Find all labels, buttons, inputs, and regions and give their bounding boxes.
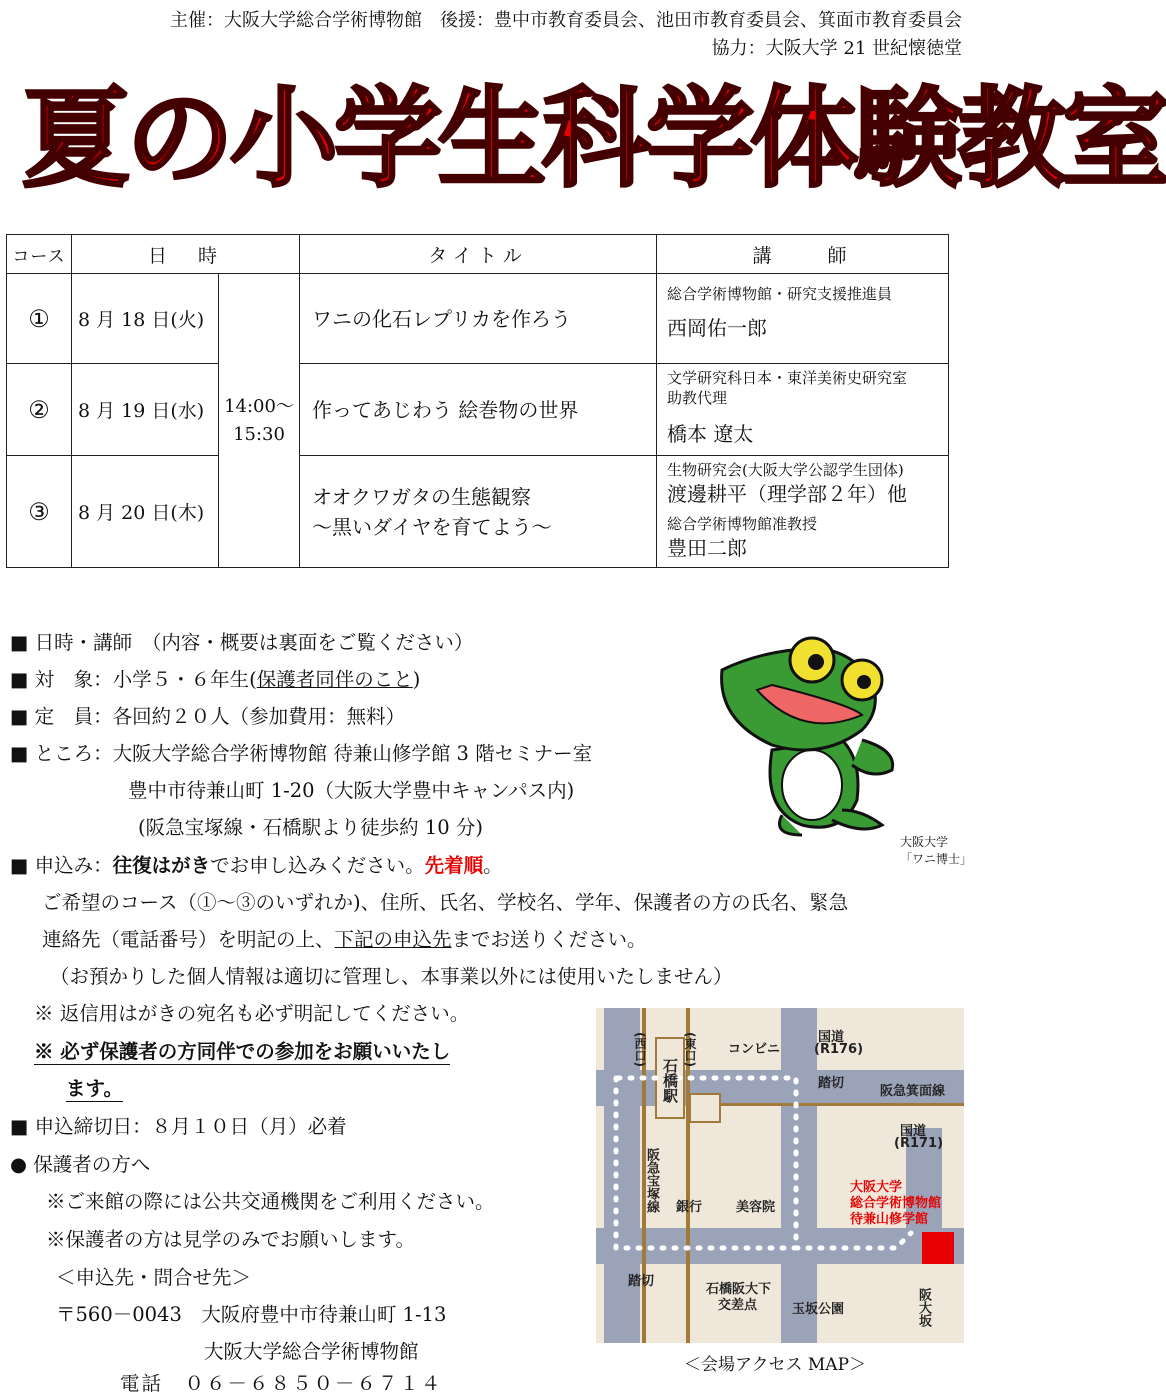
course-number: ①	[7, 274, 72, 364]
contact-phone: 電話 ０６－６８５０－６７１４	[120, 1372, 443, 1395]
info-datetime: ■ 日時・講師 （内容・概要は裏面をご覧ください）	[10, 631, 474, 654]
mascot-caption	[900, 833, 972, 867]
info-target-close: )	[412, 668, 421, 691]
info-apply-text: でお申し込みください。	[210, 854, 425, 877]
mascot-image	[712, 630, 912, 840]
info-detail-end: までお送りください。	[451, 928, 647, 951]
page-title: 夏の小学生科学体験教室	[22, 77, 1166, 202]
map-takarazuka-line: 阪急宝塚線	[644, 1148, 659, 1213]
map-intersection: 石橋阪大下	[706, 1282, 772, 1297]
info-guardians: ● 保護者の方へ	[10, 1153, 151, 1176]
info-privacy: （お預かりした個人情報は適切に管理し、本事業以外には使用いたしません）	[50, 965, 733, 988]
course-number: ②	[7, 364, 72, 456]
map-venue-1: 大阪大学	[850, 1180, 903, 1195]
contact-heading: ＜申込先・問合せ先＞	[56, 1266, 252, 1289]
info-detail-text: 連絡先（電話番号）を明記の上、	[42, 928, 335, 951]
info-target-note: 保護者同伴のこと	[256, 668, 413, 691]
info-apply	[10, 850, 503, 878]
map-west-exit: (西口)	[633, 1032, 647, 1067]
map-route176: 国道	[818, 1030, 845, 1045]
info-deadline: ■ 申込締切日：８月１０日（月）必着	[10, 1115, 347, 1138]
map-route176-code: (R176)	[814, 1042, 864, 1057]
info-note-guardian: ※ 必ず保護者の方同伴での参加をお願いいたし	[34, 1036, 450, 1065]
schedule-table	[6, 234, 949, 568]
course-title: 作ってあじわう 絵巻物の世界	[300, 364, 657, 456]
map-venue-2: 総合学術博物館	[850, 1196, 942, 1211]
instructor-affiliation: 総合学術博物館准教授	[667, 515, 818, 533]
course-number: ③	[7, 456, 72, 568]
instructor-affiliation: 文学研究科日本・東洋美術史研究室	[667, 369, 908, 387]
course-instructor	[657, 274, 949, 364]
mascot-caption-2: 「ワニ博士」	[900, 852, 973, 866]
map-route171-code: (R171)	[894, 1136, 944, 1151]
instructor-name: 豊田二郎	[667, 536, 747, 560]
col-instructor: 講 師	[657, 235, 949, 274]
table-row	[7, 364, 949, 456]
col-course: コース	[7, 235, 72, 274]
info-destination-ref: 下記の申込先	[334, 928, 452, 951]
table-header-row	[7, 235, 949, 274]
map-caption: ＜会場アクセス MAP＞	[684, 1355, 867, 1375]
info-transport: ※ご来館の際には公共交通機関をご利用ください。	[46, 1190, 495, 1213]
course-title: ワニの化石レプリカを作ろう	[300, 274, 657, 364]
info-apply-detail2	[42, 924, 647, 952]
map-convenience-store: コンビニ	[728, 1042, 781, 1057]
table-row	[7, 456, 949, 568]
course-date: 8 月 18 日(火)	[72, 274, 219, 364]
info-apply-detail: ご希望のコース（①～③のいずれか)、住所、氏名、学校名、学年、保護者の方の氏名、緊急	[42, 891, 849, 914]
course-time	[219, 274, 300, 568]
map-station: 石橋駅	[661, 1058, 679, 1103]
course-instructor	[657, 364, 949, 456]
instructor-position: 助教代理	[667, 389, 728, 407]
map-crossing-1: 踏切	[818, 1076, 845, 1091]
map-route171: 国道	[900, 1124, 927, 1139]
info-apply-label: ■ 申込み：	[10, 854, 113, 877]
info-note-guardian-cont: ます。	[66, 1073, 123, 1102]
map-minoo-line: 阪急箕面線	[880, 1084, 946, 1099]
info-place: ■ ところ：大阪大学総合学術博物館 待兼山修学館 3 階セミナー室	[10, 742, 593, 765]
col-title: タイトル	[300, 235, 657, 274]
cooperation-line: 協力：大阪大学 21 世紀懐徳堂	[711, 38, 962, 59]
info-target	[10, 664, 420, 692]
map-venue-3: 待兼山修学館	[850, 1212, 929, 1227]
info-note-return: ※ 返信用はがきの宛名も必ず明記してください。	[34, 1002, 470, 1025]
instructor-name: 橋本 遼太	[667, 422, 754, 446]
instructor-affiliation: 生物研究会(大阪大学公認学生団体)	[667, 461, 904, 479]
map-intersection-label: 交差点	[718, 1298, 758, 1313]
course-date: 8 月 20 日(木)	[72, 456, 219, 568]
map-bank: 銀行	[676, 1200, 703, 1215]
access-map	[596, 1008, 964, 1343]
crocodile-icon	[712, 630, 912, 840]
info-target-label: ■ 対 象：小学５・６年生(	[10, 668, 257, 691]
info-capacity: ■ 定 員：各回約２０人（参加費用：無料）	[10, 705, 406, 728]
contact-address: 〒560－0043 大阪府豊中市待兼山町 1-13	[56, 1303, 447, 1326]
organizer-line: 主催：大阪大学総合学術博物館 後援：豊中市教育委員会、池田市教育委員会、箕面市教育委員会	[170, 10, 962, 31]
time-start: 14:00～	[224, 395, 294, 417]
mascot-caption-1: 大阪大学	[900, 835, 949, 849]
contact-organization: 大阪大学総合学術博物館	[204, 1340, 419, 1363]
info-access: (阪急宝塚線・石橋駅より徒歩約 10 分)	[138, 816, 483, 839]
course-date: 8 月 19 日(水)	[72, 364, 219, 456]
table-row	[7, 274, 949, 364]
course-title-main: オオクワガタの生態観察	[312, 484, 531, 509]
info-apply-end: 。	[483, 854, 503, 877]
course-instructor	[657, 456, 949, 568]
map-beauty-salon: 美容院	[736, 1200, 776, 1215]
instructor-name: 西岡佑一郎	[667, 316, 767, 340]
instructor-affiliation: 総合学術博物館・研究支援推進員	[667, 285, 893, 303]
info-apply-method: 往復はがき	[112, 854, 211, 877]
info-first-come: 先着順	[424, 854, 484, 877]
info-address: 豊中市待兼山町 1-20（大阪大学豊中キャンパス内)	[128, 779, 575, 802]
map-park: 玉坂公園	[792, 1302, 845, 1317]
map-east-exit: (東口)	[683, 1032, 697, 1067]
time-end: 15:30	[233, 423, 285, 445]
info-observe: ※保護者の方は見学のみでお願いします。	[46, 1228, 415, 1251]
course-title	[300, 456, 657, 568]
col-datetime: 日 時	[72, 235, 300, 274]
map-crossing-2: 踏切	[628, 1274, 655, 1289]
map-handai-slope: 阪大坂	[916, 1288, 931, 1327]
course-title-sub: ～黒いダイヤを育てよう～	[312, 514, 552, 539]
instructor-name: 渡邊耕平（理学部２年）他	[667, 482, 907, 506]
